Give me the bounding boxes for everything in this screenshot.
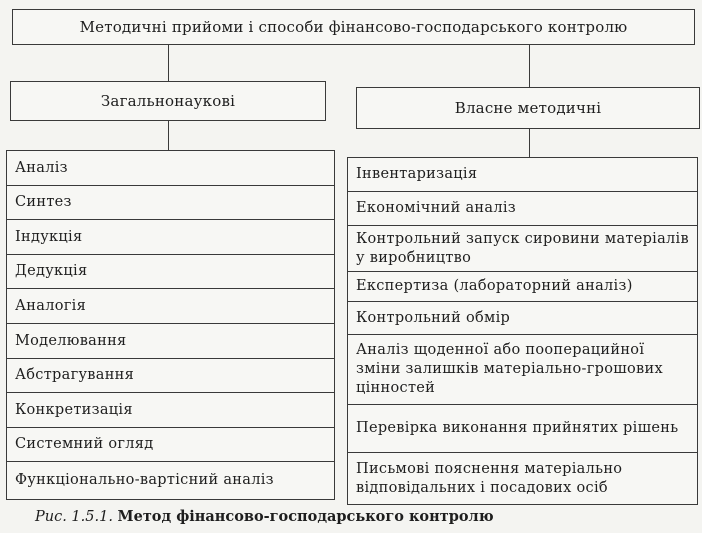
list-item bbox=[348, 405, 697, 453]
list-item-label: Аналіз bbox=[15, 159, 68, 176]
list-item bbox=[7, 255, 334, 289]
list-item-label: Аналогія bbox=[15, 297, 87, 314]
list-item-label: Конкретизація bbox=[15, 401, 133, 418]
list-item bbox=[348, 453, 697, 505]
list-item bbox=[348, 272, 697, 302]
top-node-label: Методичні прийоми і способи фінансово-господарського контролю bbox=[79, 18, 628, 36]
list-item-label: Моделювання bbox=[15, 332, 127, 349]
list-item bbox=[7, 186, 334, 220]
top-node bbox=[12, 9, 695, 45]
connector-left-list bbox=[168, 121, 169, 150]
connector-top-right bbox=[529, 45, 530, 87]
group-right-label: Власне методичні bbox=[454, 99, 602, 117]
list-item-label: Аналіз щоденної або пооперацийної зміни залишків матеріально-грошових цінностей bbox=[356, 342, 663, 396]
list-item-label: Контрольний обмір bbox=[356, 309, 511, 326]
list-item-label: Письмові пояснення матеріально відповідальних і посадових осіб bbox=[356, 460, 623, 496]
list-item bbox=[348, 335, 697, 405]
list-item-label: Контрольний запуск сировини матеріалів у виробництво bbox=[356, 230, 689, 266]
list-item bbox=[348, 192, 697, 226]
left-method-list bbox=[6, 150, 335, 500]
connector-top-left bbox=[168, 45, 169, 81]
list-item-label: Дедукція bbox=[15, 263, 88, 279]
list-item-label: Функціонально-вартісний аналіз bbox=[15, 472, 274, 488]
group-right-header bbox=[356, 87, 700, 129]
list-item bbox=[348, 158, 697, 192]
figure-title: Метод фінансово-господарського контролю bbox=[117, 508, 494, 525]
list-item-label: Системний огляд bbox=[15, 436, 154, 452]
list-item-label: Синтез bbox=[15, 194, 72, 210]
figure-caption bbox=[35, 508, 494, 525]
list-item bbox=[7, 393, 334, 428]
list-item-label: Перевірка виконання прийнятих рішень bbox=[356, 420, 679, 436]
list-item bbox=[7, 428, 334, 462]
group-left-header bbox=[10, 81, 326, 121]
list-item bbox=[7, 289, 334, 324]
list-item bbox=[7, 324, 334, 359]
list-item bbox=[348, 302, 697, 335]
list-item bbox=[348, 226, 697, 272]
list-item-label: Експертиза (лабораторний аналіз) bbox=[356, 278, 633, 294]
list-item-label: Абстрагування bbox=[15, 367, 135, 383]
list-item-label: Індукція bbox=[15, 228, 83, 245]
connector-right-list bbox=[529, 129, 530, 157]
right-method-list bbox=[347, 157, 698, 505]
group-left-label: Загальнонаукові bbox=[100, 92, 236, 110]
list-item bbox=[7, 359, 334, 393]
list-item-label: Економічний аналіз bbox=[356, 200, 516, 216]
figure-number: Рис. 1.5.1. bbox=[35, 509, 113, 525]
list-item bbox=[7, 462, 334, 500]
list-item bbox=[7, 220, 334, 255]
list-item bbox=[7, 151, 334, 186]
list-item-label: Інвентаризація bbox=[356, 166, 478, 182]
